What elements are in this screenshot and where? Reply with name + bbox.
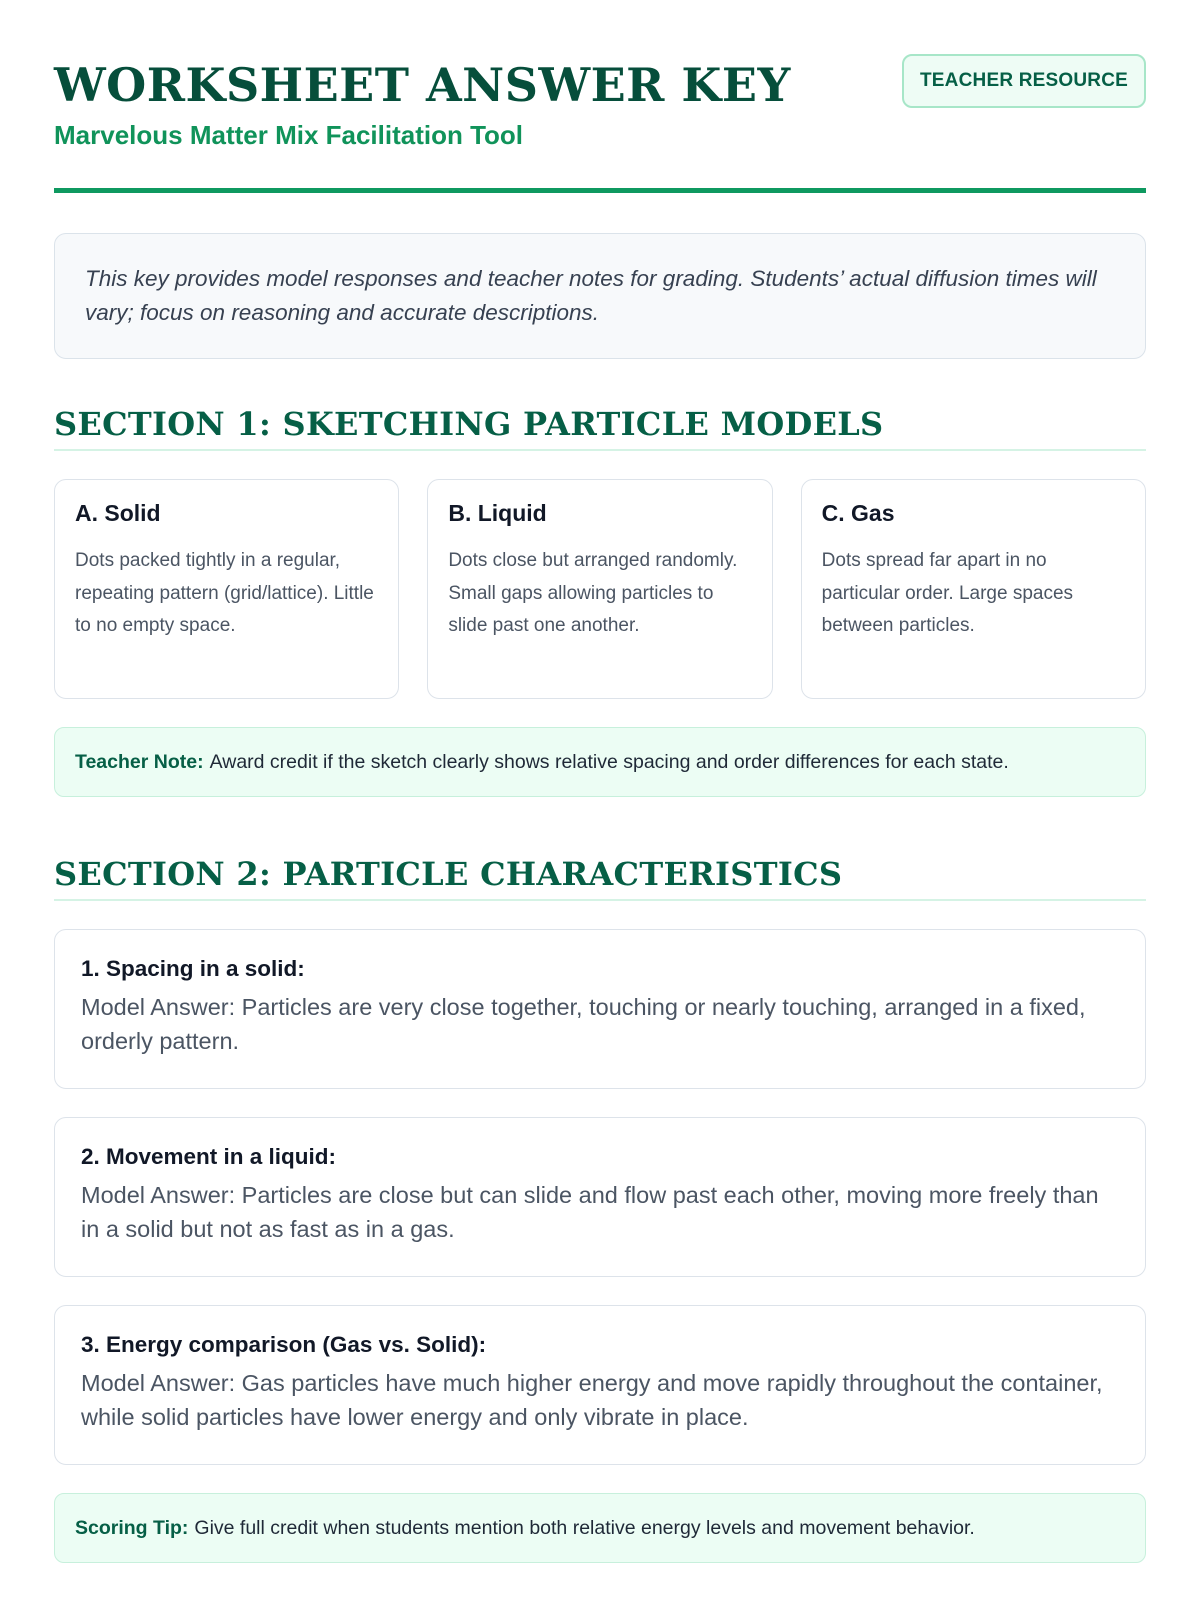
scoring-tip-label: Scoring Tip: — [75, 1517, 189, 1539]
teacher-note-label: Teacher Note: — [75, 751, 204, 773]
card-gas — [801, 479, 1146, 699]
question-card-spacing — [54, 929, 1146, 1089]
card-solid — [54, 479, 399, 699]
section-1-heading: SECTION 1: SKETCHING PARTICLE MODELS — [54, 405, 1146, 451]
model-answer: Model Answer: Particles are very close together, touching or nearly touching, arranged in a fixed, orderly pattern. — [81, 994, 1086, 1054]
card-liquid — [427, 479, 772, 699]
card-text: Dots close but arranged randomly. Small gaps allowing particles to slide past one another. — [448, 550, 738, 636]
teacher-note — [54, 727, 1146, 797]
question-text: 1. Spacing in a solid: — [81, 956, 305, 981]
intro-box: This key provides model responses and teacher notes for grading. Students’ actual diffusion times will vary; focus on reasoning and accurate descriptions. — [54, 233, 1146, 359]
question-text: 3. Energy comparison (Gas vs. Solid): — [81, 1332, 487, 1357]
question-card-energy — [54, 1305, 1146, 1465]
section-2-heading: SECTION 2: PARTICLE CHARACTERISTICS — [54, 855, 1146, 901]
question-card-movement — [54, 1117, 1146, 1277]
card-text: Dots packed tightly in a regular, repeating pattern (grid/lattice). Little to no empty space. — [75, 550, 374, 636]
model-answer: Model Answer: Particles are close but can slide and flow past each other, moving more freely than in a solid but not as fast as in a gas. — [81, 1182, 1099, 1242]
scoring-tip-text: Give full credit when students mention both relative energy levels and movement behavior. — [194, 1517, 975, 1539]
teacher-resource-badge: TEACHER RESOURCE — [902, 54, 1146, 108]
page-subtitle: Marvelous Matter Mix Facilitation Tool — [54, 120, 524, 150]
card-title: A. Solid — [75, 500, 161, 526]
page-header — [54, 0, 1146, 193]
model-answer: Model Answer: Gas particles have much higher energy and move rapidly throughout the container, while solid particles have lower energy and only vibrate in place. — [81, 1370, 1103, 1430]
card-text: Dots spread far apart in no particular order. Large spaces between particles. — [821, 550, 1074, 636]
teacher-note-text: Award credit if the sketch clearly shows relative spacing and order differences for each state. — [209, 751, 1009, 773]
particle-model-cards — [54, 479, 1146, 699]
card-title: B. Liquid — [448, 500, 547, 526]
page-title: WORKSHEET ANSWER KEY — [54, 58, 791, 112]
scoring-tip — [54, 1493, 1146, 1563]
card-title: C. Gas — [821, 500, 895, 526]
question-text: 2. Movement in a liquid: — [81, 1144, 337, 1169]
